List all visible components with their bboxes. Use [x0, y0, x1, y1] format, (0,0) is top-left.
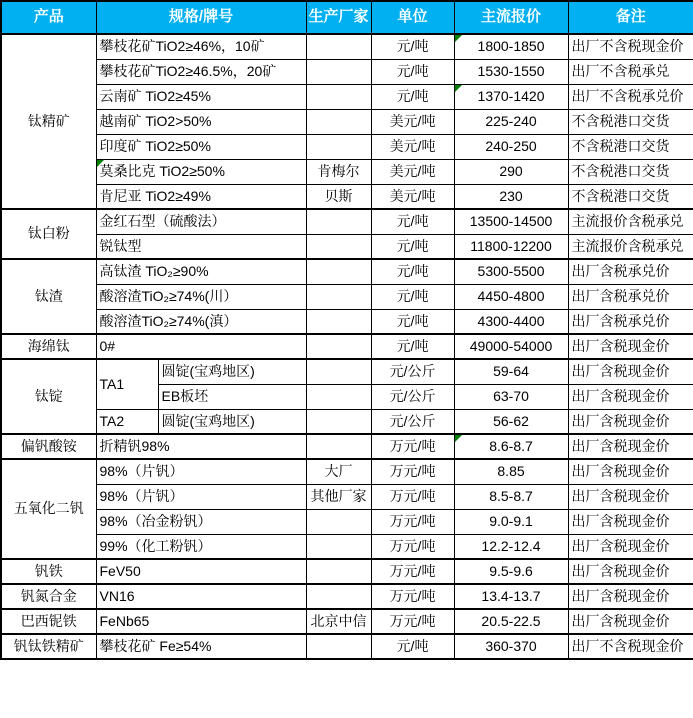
- spec-cell: 攀枝花矿TiO2≥46%，10矿: [96, 34, 306, 59]
- price-cell: 290: [454, 159, 568, 184]
- unit-cell: 元/吨: [371, 59, 454, 84]
- header-cell-note: 备注: [568, 1, 693, 34]
- note-cell: 出厂含税现金价: [568, 434, 693, 459]
- table-row: [1, 259, 693, 284]
- table-row: [1, 184, 693, 209]
- note-cell: 出厂含税承兑价: [568, 284, 693, 309]
- product-cell: 钛锭: [1, 359, 96, 434]
- table-row: [1, 84, 693, 109]
- vendor-cell: 其他厂家: [306, 484, 371, 509]
- price-cell: 8.85: [454, 459, 568, 484]
- note-cell: 出厂含税现金价: [568, 559, 693, 584]
- comment-marker-icon[interactable]: [97, 160, 104, 167]
- spec-cell: 折精钒98%: [96, 434, 306, 459]
- spec-cell: 金红石型（硫酸法）: [96, 209, 306, 234]
- vendor-cell: 肯梅尔: [306, 159, 371, 184]
- unit-cell: 美元/吨: [371, 159, 454, 184]
- product-cell: 钒氮合金: [1, 584, 96, 609]
- spec-cell: 0#: [96, 334, 306, 359]
- unit-cell: 元/公斤: [371, 359, 454, 384]
- unit-cell: 美元/吨: [371, 184, 454, 209]
- price-cell: 56-62: [454, 409, 568, 434]
- table-row: [1, 634, 693, 659]
- table-row: [1, 234, 693, 259]
- table-row: [1, 309, 693, 334]
- note-cell: 出厂含税现金价: [568, 384, 693, 409]
- vendor-cell: [306, 409, 371, 434]
- table-row: [1, 534, 693, 559]
- price-cell: 63-70: [454, 384, 568, 409]
- price-cell: 13.4-13.7: [454, 584, 568, 609]
- table-row: [1, 359, 693, 384]
- product-cell: 巴西铌铁: [1, 609, 96, 634]
- header-cell-unit: 单位: [371, 1, 454, 34]
- vendor-cell: [306, 234, 371, 259]
- note-cell: 出厂不含税承兑: [568, 59, 693, 84]
- note-cell: 出厂不含税现金价: [568, 634, 693, 659]
- unit-cell: 美元/吨: [371, 109, 454, 134]
- ta-grade-cell: TA2: [96, 409, 158, 434]
- table-row: [1, 609, 693, 634]
- spec-cell: 云南矿 TiO2≥45%: [96, 84, 306, 109]
- spec-value: 莫桑比克 TiO2≥50%: [99, 162, 225, 179]
- spec-cell: 99%（化工粉钒）: [96, 534, 306, 559]
- table-row: [1, 159, 693, 184]
- vendor-cell: [306, 384, 371, 409]
- note-cell: 出厂含税现金价: [568, 459, 693, 484]
- product-cell: 偏钒酸铵: [1, 434, 96, 459]
- table-row: [1, 559, 693, 584]
- table-row: [1, 209, 693, 234]
- product-cell: 钒铁: [1, 559, 96, 584]
- spec-cell: VN16: [96, 584, 306, 609]
- product-cell: 钛渣: [1, 259, 96, 334]
- spec-cell: 肯尼亚 TiO2≥49%: [96, 184, 306, 209]
- note-cell: 出厂含税现金价: [568, 584, 693, 609]
- unit-cell: 元/吨: [371, 259, 454, 284]
- ta-grade-cell: TA1: [96, 359, 158, 409]
- note-cell: 不含税港口交货: [568, 159, 693, 184]
- spec-sub-cell: 圆锭(宝鸡地区): [158, 359, 306, 384]
- vendor-cell: 贝斯: [306, 184, 371, 209]
- vendor-cell: [306, 334, 371, 359]
- note-cell: 不含税港口交货: [568, 134, 693, 159]
- spec-cell: 酸溶渣TiO₂≥74%(滇）: [96, 309, 306, 334]
- table-row: [1, 109, 693, 134]
- vendor-cell: [306, 509, 371, 534]
- unit-cell: 万元/吨: [371, 609, 454, 634]
- vendor-cell: [306, 584, 371, 609]
- note-cell: 出厂含税现金价: [568, 609, 693, 634]
- unit-cell: 元/吨: [371, 634, 454, 659]
- comment-marker-icon[interactable]: [455, 35, 462, 42]
- vendor-cell: [306, 34, 371, 59]
- vendor-cell: [306, 59, 371, 84]
- unit-cell: 元/吨: [371, 309, 454, 334]
- unit-cell: 元/吨: [371, 209, 454, 234]
- vendor-cell: [306, 109, 371, 134]
- price-value: 8.6-8.7: [489, 437, 533, 454]
- price-cell: 9.0-9.1: [454, 509, 568, 534]
- note-cell: 出厂含税现金价: [568, 509, 693, 534]
- price-cell: 230: [454, 184, 568, 209]
- spec-cell: 高钛渣 TiO₂≥90%: [96, 259, 306, 284]
- price-cell: 4300-4400: [454, 309, 568, 334]
- table-row: [1, 409, 693, 434]
- table-row: [1, 459, 693, 484]
- table-row: [1, 284, 693, 309]
- unit-cell: 万元/吨: [371, 534, 454, 559]
- vendor-cell: 大厂: [306, 459, 371, 484]
- vendor-cell: [306, 559, 371, 584]
- price-cell: 5300-5500: [454, 259, 568, 284]
- unit-cell: 万元/吨: [371, 559, 454, 584]
- unit-cell: 万元/吨: [371, 434, 454, 459]
- spec-cell: 锐钛型: [96, 234, 306, 259]
- price-cell: 11800-12200: [454, 234, 568, 259]
- spec-cell: [96, 159, 306, 184]
- note-cell: 不含税港口交货: [568, 184, 693, 209]
- vendor-cell: 北京中信: [306, 609, 371, 634]
- header-cell-spec: 规格/牌号: [96, 1, 306, 34]
- price-cell: 360-370: [454, 634, 568, 659]
- unit-cell: 元/吨: [371, 284, 454, 309]
- price-cell: 9.5-9.6: [454, 559, 568, 584]
- price-cell: 49000-54000: [454, 334, 568, 359]
- vendor-cell: [306, 359, 371, 384]
- price-cell: 20.5-22.5: [454, 609, 568, 634]
- vendor-cell: [306, 209, 371, 234]
- price-cell: [454, 34, 568, 59]
- spec-cell: 攀枝花矿 Fe≥54%: [96, 634, 306, 659]
- product-cell: 钛白粉: [1, 209, 96, 259]
- product-cell: 海绵钛: [1, 334, 96, 359]
- unit-cell: 万元/吨: [371, 584, 454, 609]
- note-cell: 主流报价含税承兑: [568, 234, 693, 259]
- unit-cell: 元/吨: [371, 84, 454, 109]
- unit-cell: 元/吨: [371, 34, 454, 59]
- note-cell: 主流报价含税承兑: [568, 209, 693, 234]
- spec-cell: 攀枝花矿TiO2≥46.5%，20矿: [96, 59, 306, 84]
- vendor-cell: [306, 534, 371, 559]
- price-value: 1800-1850: [477, 38, 545, 55]
- unit-cell: 元/吨: [371, 234, 454, 259]
- vendor-cell: [306, 84, 371, 109]
- price-cell: 12.2-12.4: [454, 534, 568, 559]
- table-row: [1, 484, 693, 509]
- unit-cell: 元/公斤: [371, 384, 454, 409]
- note-cell: 出厂不含税现金价: [568, 34, 693, 59]
- unit-cell: 万元/吨: [371, 459, 454, 484]
- note-cell: 出厂含税现金价: [568, 334, 693, 359]
- table-row: [1, 584, 693, 609]
- note-cell: 出厂含税现金价: [568, 409, 693, 434]
- table-row: [1, 434, 693, 459]
- price-cell: 225-240: [454, 109, 568, 134]
- spec-sub-cell: 圆锭(宝鸡地区): [158, 409, 306, 434]
- product-cell: 五氧化二钒: [1, 459, 96, 559]
- header-cell-vendor: 生产厂家: [306, 1, 371, 34]
- header-cell-product: 产品: [1, 1, 96, 34]
- table-row: [1, 509, 693, 534]
- price-cell: 1530-1550: [454, 59, 568, 84]
- note-cell: 出厂含税现金价: [568, 534, 693, 559]
- table-row: [1, 34, 693, 59]
- note-cell: 出厂含税承兑价: [568, 259, 693, 284]
- note-cell: 出厂含税现金价: [568, 359, 693, 384]
- header-row: [1, 1, 693, 34]
- vendor-cell: [306, 309, 371, 334]
- spec-cell: 印度矿 TiO2≥50%: [96, 134, 306, 159]
- spec-sub-cell: EB板坯: [158, 384, 306, 409]
- price-cell: 4450-4800: [454, 284, 568, 309]
- spec-cell: 98%（冶金粉钒）: [96, 509, 306, 534]
- price-cell: 59-64: [454, 359, 568, 384]
- note-cell: 出厂含税现金价: [568, 484, 693, 509]
- comment-marker-icon[interactable]: [455, 85, 462, 92]
- price-cell: 240-250: [454, 134, 568, 159]
- comment-marker-icon[interactable]: [455, 435, 462, 442]
- vendor-cell: [306, 284, 371, 309]
- header-cell-price: 主流报价: [454, 1, 568, 34]
- price-cell: 8.5-8.7: [454, 484, 568, 509]
- spec-cell: 酸溶渣TiO₂≥74%(川）: [96, 284, 306, 309]
- spec-cell: 越南矿 TiO2>50%: [96, 109, 306, 134]
- vendor-cell: [306, 134, 371, 159]
- unit-cell: 元/吨: [371, 334, 454, 359]
- spec-cell: 98%（片钒）: [96, 484, 306, 509]
- vendor-cell: [306, 259, 371, 284]
- unit-cell: 万元/吨: [371, 509, 454, 534]
- vendor-cell: [306, 634, 371, 659]
- unit-cell: 元/公斤: [371, 409, 454, 434]
- price-cell: [454, 84, 568, 109]
- spec-cell: 98%（片钒）: [96, 459, 306, 484]
- spec-cell: FeNb65: [96, 609, 306, 634]
- table-row: [1, 134, 693, 159]
- table-row: [1, 59, 693, 84]
- table-row: [1, 334, 693, 359]
- unit-cell: 美元/吨: [371, 134, 454, 159]
- vendor-cell: [306, 434, 371, 459]
- note-cell: 不含税港口交货: [568, 109, 693, 134]
- note-cell: 出厂不含税承兑价: [568, 84, 693, 109]
- price-cell: [454, 434, 568, 459]
- unit-cell: 万元/吨: [371, 484, 454, 509]
- spec-cell: FeV50: [96, 559, 306, 584]
- price-cell: 13500-14500: [454, 209, 568, 234]
- product-cell: 钒钛铁精矿: [1, 634, 96, 659]
- product-cell: 钛精矿: [1, 34, 96, 209]
- price-value: 1370-1420: [477, 87, 545, 104]
- note-cell: 出厂含税承兑价: [568, 309, 693, 334]
